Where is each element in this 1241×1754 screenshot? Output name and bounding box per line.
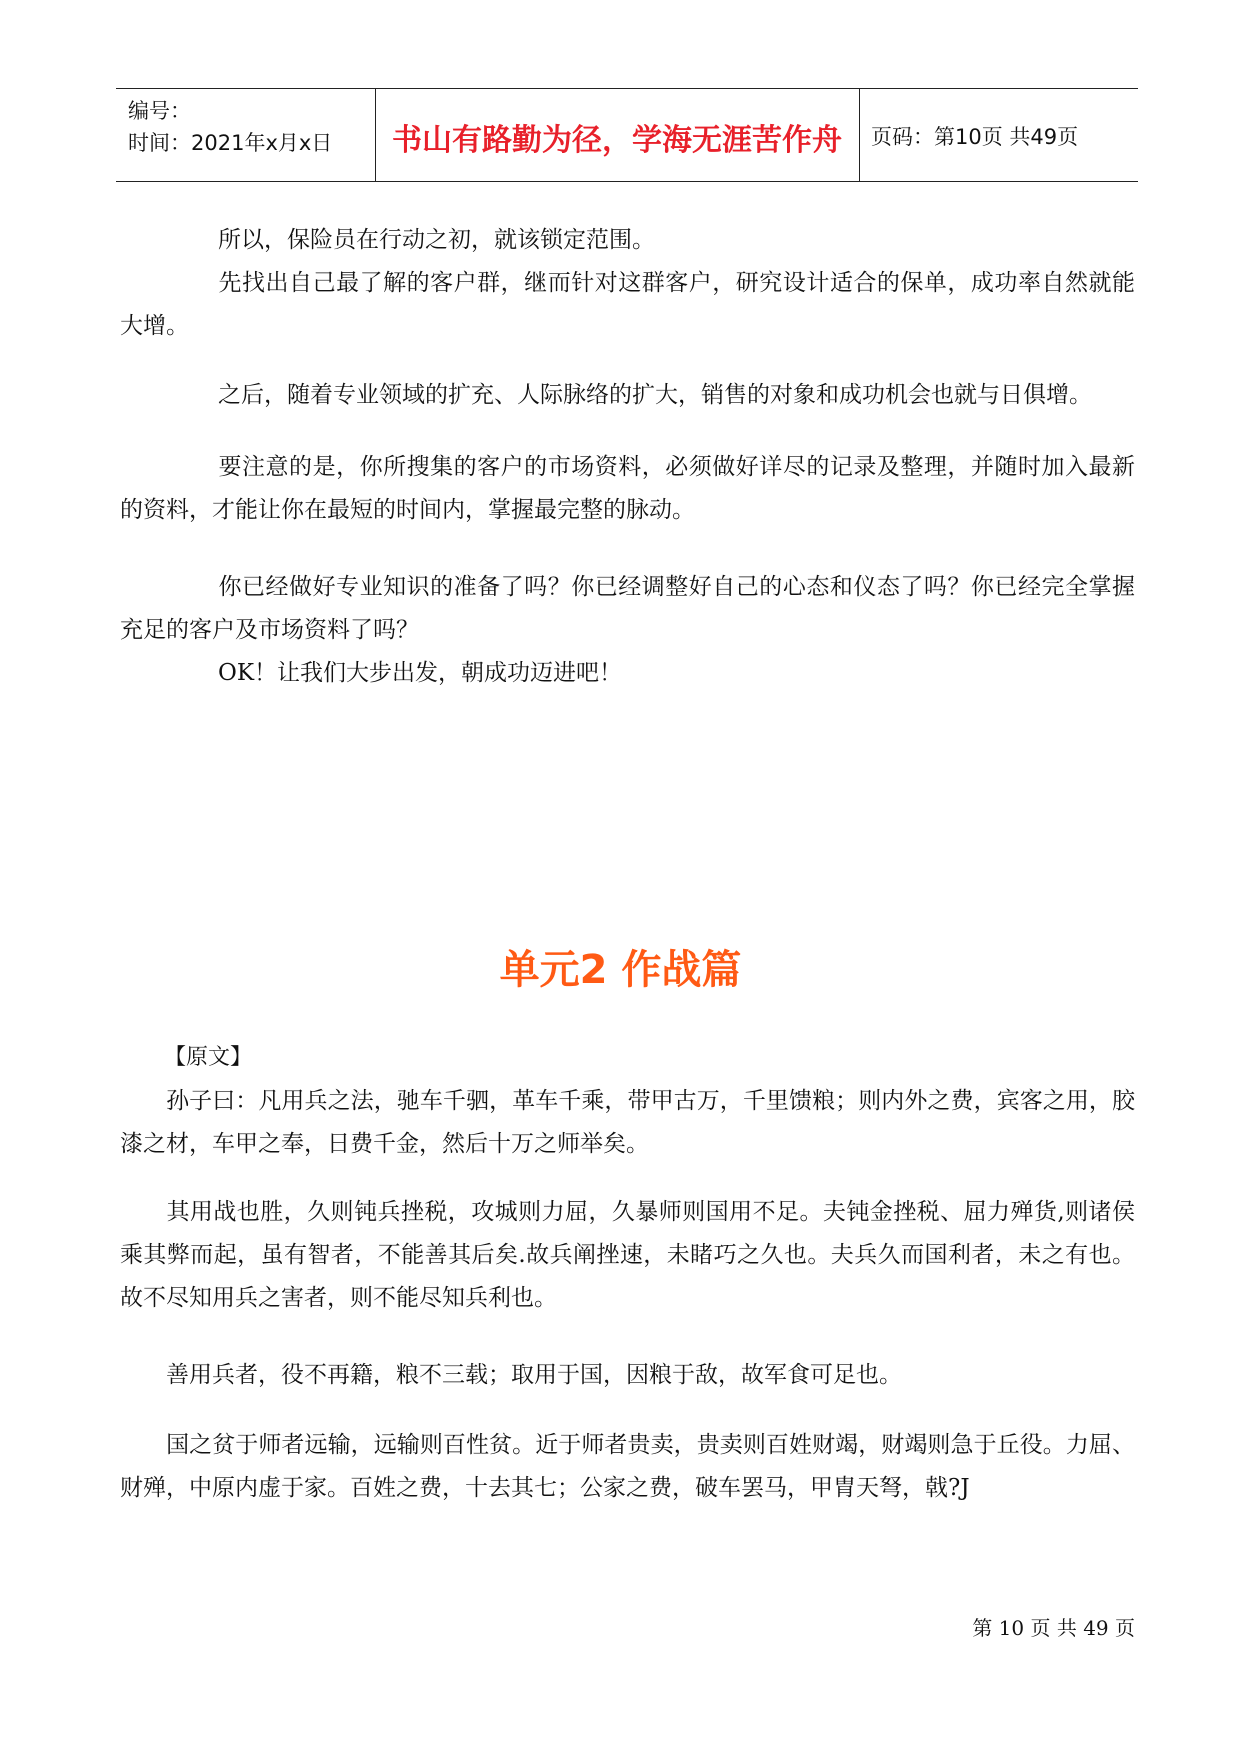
- paragraph: 所以，保险员在行动之初，就该锁定范围。: [218, 227, 655, 253]
- paragraph: 你已经做好专业知识的准备了吗？你已经调整好自己的心态和仪态了吗？你已经完全掌握充足的客户及市场资料了吗？: [120, 574, 1135, 643]
- paragraph: OK！让我们大步出发，朝成功迈进吧！: [218, 660, 623, 686]
- header-motto: 书山有路勤为径，学海无涯苦作舟: [392, 123, 842, 158]
- time-label: 时间：2021年x月x日: [128, 131, 333, 155]
- header-center-cell: [375, 89, 860, 181]
- section-title: 单元2 作战篇: [499, 947, 742, 993]
- code-label: 编号：: [128, 99, 191, 123]
- original-text-label: 【原文】: [164, 1045, 253, 1070]
- original-paragraph: 国之贫于师者远输，远输则百性贫。近于师者贵卖，贵卖则百姓财竭，财竭则急于丘役。力屈、财殚，中原内虚于家。百姓之费，十去其七；公家之费，破车罢马，甲胄天弩，戟?J: [120, 1432, 1135, 1501]
- header-page-info: 页码：第10页 共49页: [871, 125, 1079, 149]
- paragraph: 先找出自己最了解的客户群，继而针对这群客户，研究设计适合的保单，成功率自然就能大增。: [120, 270, 1135, 339]
- original-paragraph: 其用战也胜，久则钝兵挫税，攻城则力屈，久暴师则国用不足。夫钝金挫税、屈力殚货,则诸侯乘其弊而起，虽有智者，不能善其后矣.故兵阐挫速，未睹巧之久也。夫兵久而国利者，未之有也。故不尽知用兵之害者，则不能尽知兵利也。: [120, 1199, 1135, 1311]
- paragraph: 要注意的是，你所搜集的客户的市场资料，必须做好详尽的记录及整理，并随时加入最新的资料，才能让你在最短的时间内，掌握最完整的脉动。: [120, 454, 1135, 523]
- paragraph: 之后，随着专业领域的扩充、人际脉络的扩大，销售的对象和成功机会也就与日俱增。: [218, 382, 1092, 408]
- original-paragraph: 孙子曰：凡用兵之法，驰车千驷，革车千乘，带甲古万，千里馈粮；则内外之费，宾客之用，胶漆之材，车甲之奉，日费千金，然后十万之师举矣。: [120, 1088, 1135, 1157]
- page-footer: 第 10 页 共 49 页: [972, 1616, 1135, 1640]
- header-left-cell: [116, 89, 376, 181]
- original-paragraph: 善用兵者，役不再籍，粮不三载；取用于国，因粮于敌，故军食可足也。: [166, 1362, 902, 1388]
- page-header: [116, 88, 1138, 182]
- header-right-cell: [859, 89, 1138, 181]
